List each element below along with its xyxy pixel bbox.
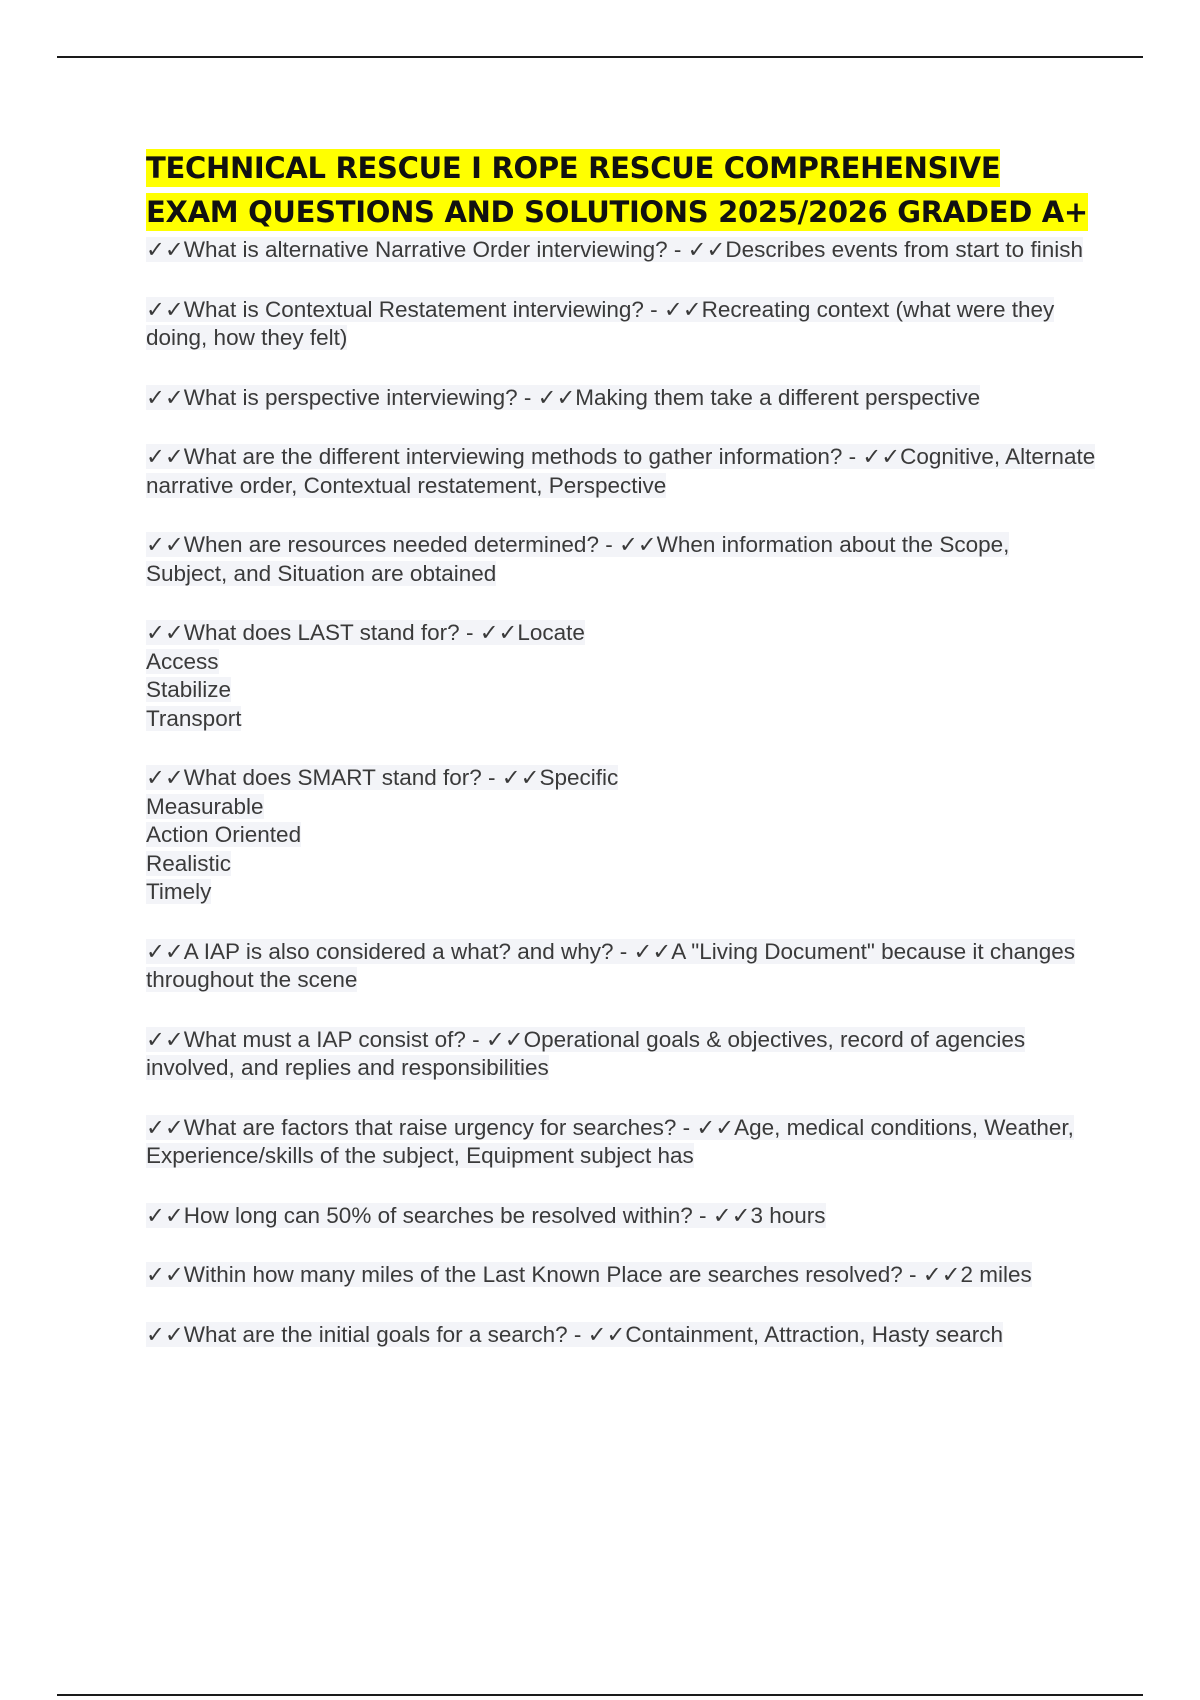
qa-item [146, 938, 1096, 995]
qa-item [146, 764, 1096, 907]
qa-answer-line: Stabilize [146, 677, 232, 702]
qa-item [146, 1321, 1096, 1350]
qa-text: ✓✓What is perspective interviewing? - ✓✓Making them take a different perspective [146, 384, 981, 410]
qa-text: ✓✓What does LAST stand for? - ✓✓Locate [146, 620, 585, 645]
qa-item [146, 384, 1096, 413]
document-body [146, 146, 1096, 1380]
qa-text: ✓✓Within how many miles of the Last Known Place are searches resolved? - ✓✓2 miles [146, 1262, 1032, 1287]
qa-item [146, 1261, 1096, 1290]
qa-answer-line: Transport [146, 705, 242, 731]
qa-item [146, 443, 1096, 500]
document-title-text: TECHNICAL RESCUE I ROPE RESCUE COMPREHENSIVE EXAM QUESTIONS AND SOLUTIONS 2025/2026 GRADED A+ [146, 151, 1088, 229]
qa-text: ✓✓How long can 50% of searches be resolved within? - ✓✓3 hours [146, 1202, 826, 1228]
qa-text: ✓✓What are the different interviewing methods to gather information? - ✓✓Cognitive, Alternate narrative order, Contextual restatement, Perspective [146, 444, 1096, 498]
qa-answer-line: Realistic [146, 850, 232, 876]
qa-item [146, 1026, 1096, 1083]
qa-text: ✓✓What are the initial goals for a search? - ✓✓Containment, Attraction, Hasty search [146, 1321, 1004, 1347]
qa-item [146, 296, 1096, 353]
qa-item [146, 1202, 1096, 1231]
top-rule [57, 56, 1143, 58]
qa-item [146, 1114, 1096, 1171]
qa-text: ✓✓A IAP is also considered a what? and why? - ✓✓A "Living Document" because it changes throughout the scene [146, 938, 1075, 992]
qa-text: ✓✓What are factors that raise urgency for searches? - ✓✓Age, medical conditions, Weather, Experience/skills of the subject, Equipment subject has [146, 1114, 1074, 1168]
qa-item [146, 619, 1096, 733]
document-title [146, 146, 1096, 234]
qa-answer-line: Action Oriented [146, 822, 302, 847]
qa-list [146, 236, 1096, 1349]
qa-text: ✓✓When are resources needed determined? - ✓✓When information about the Scope, Subject, and Situation are obtained [146, 532, 1010, 586]
qa-text: ✓✓What does SMART stand for? - ✓✓Specific [146, 765, 619, 790]
qa-text: ✓✓What must a IAP consist of? - ✓✓Operational goals & objectives, record of agencies involved, and replies and responsibilities [146, 1026, 1026, 1080]
qa-text: ✓✓What is Contextual Restatement interviewing? - ✓✓Recreating context (what were they doing, how they felt) [146, 296, 1055, 350]
qa-answer-line: Measurable [146, 793, 264, 819]
qa-answer-line: Access [146, 648, 219, 674]
qa-text: ✓✓What is alternative Narrative Order interviewing? - ✓✓Describes events from start to finish [146, 237, 1083, 262]
qa-item [146, 531, 1096, 588]
qa-answer-line: Timely [146, 879, 212, 904]
bottom-rule [57, 1694, 1143, 1696]
qa-item [146, 236, 1096, 265]
